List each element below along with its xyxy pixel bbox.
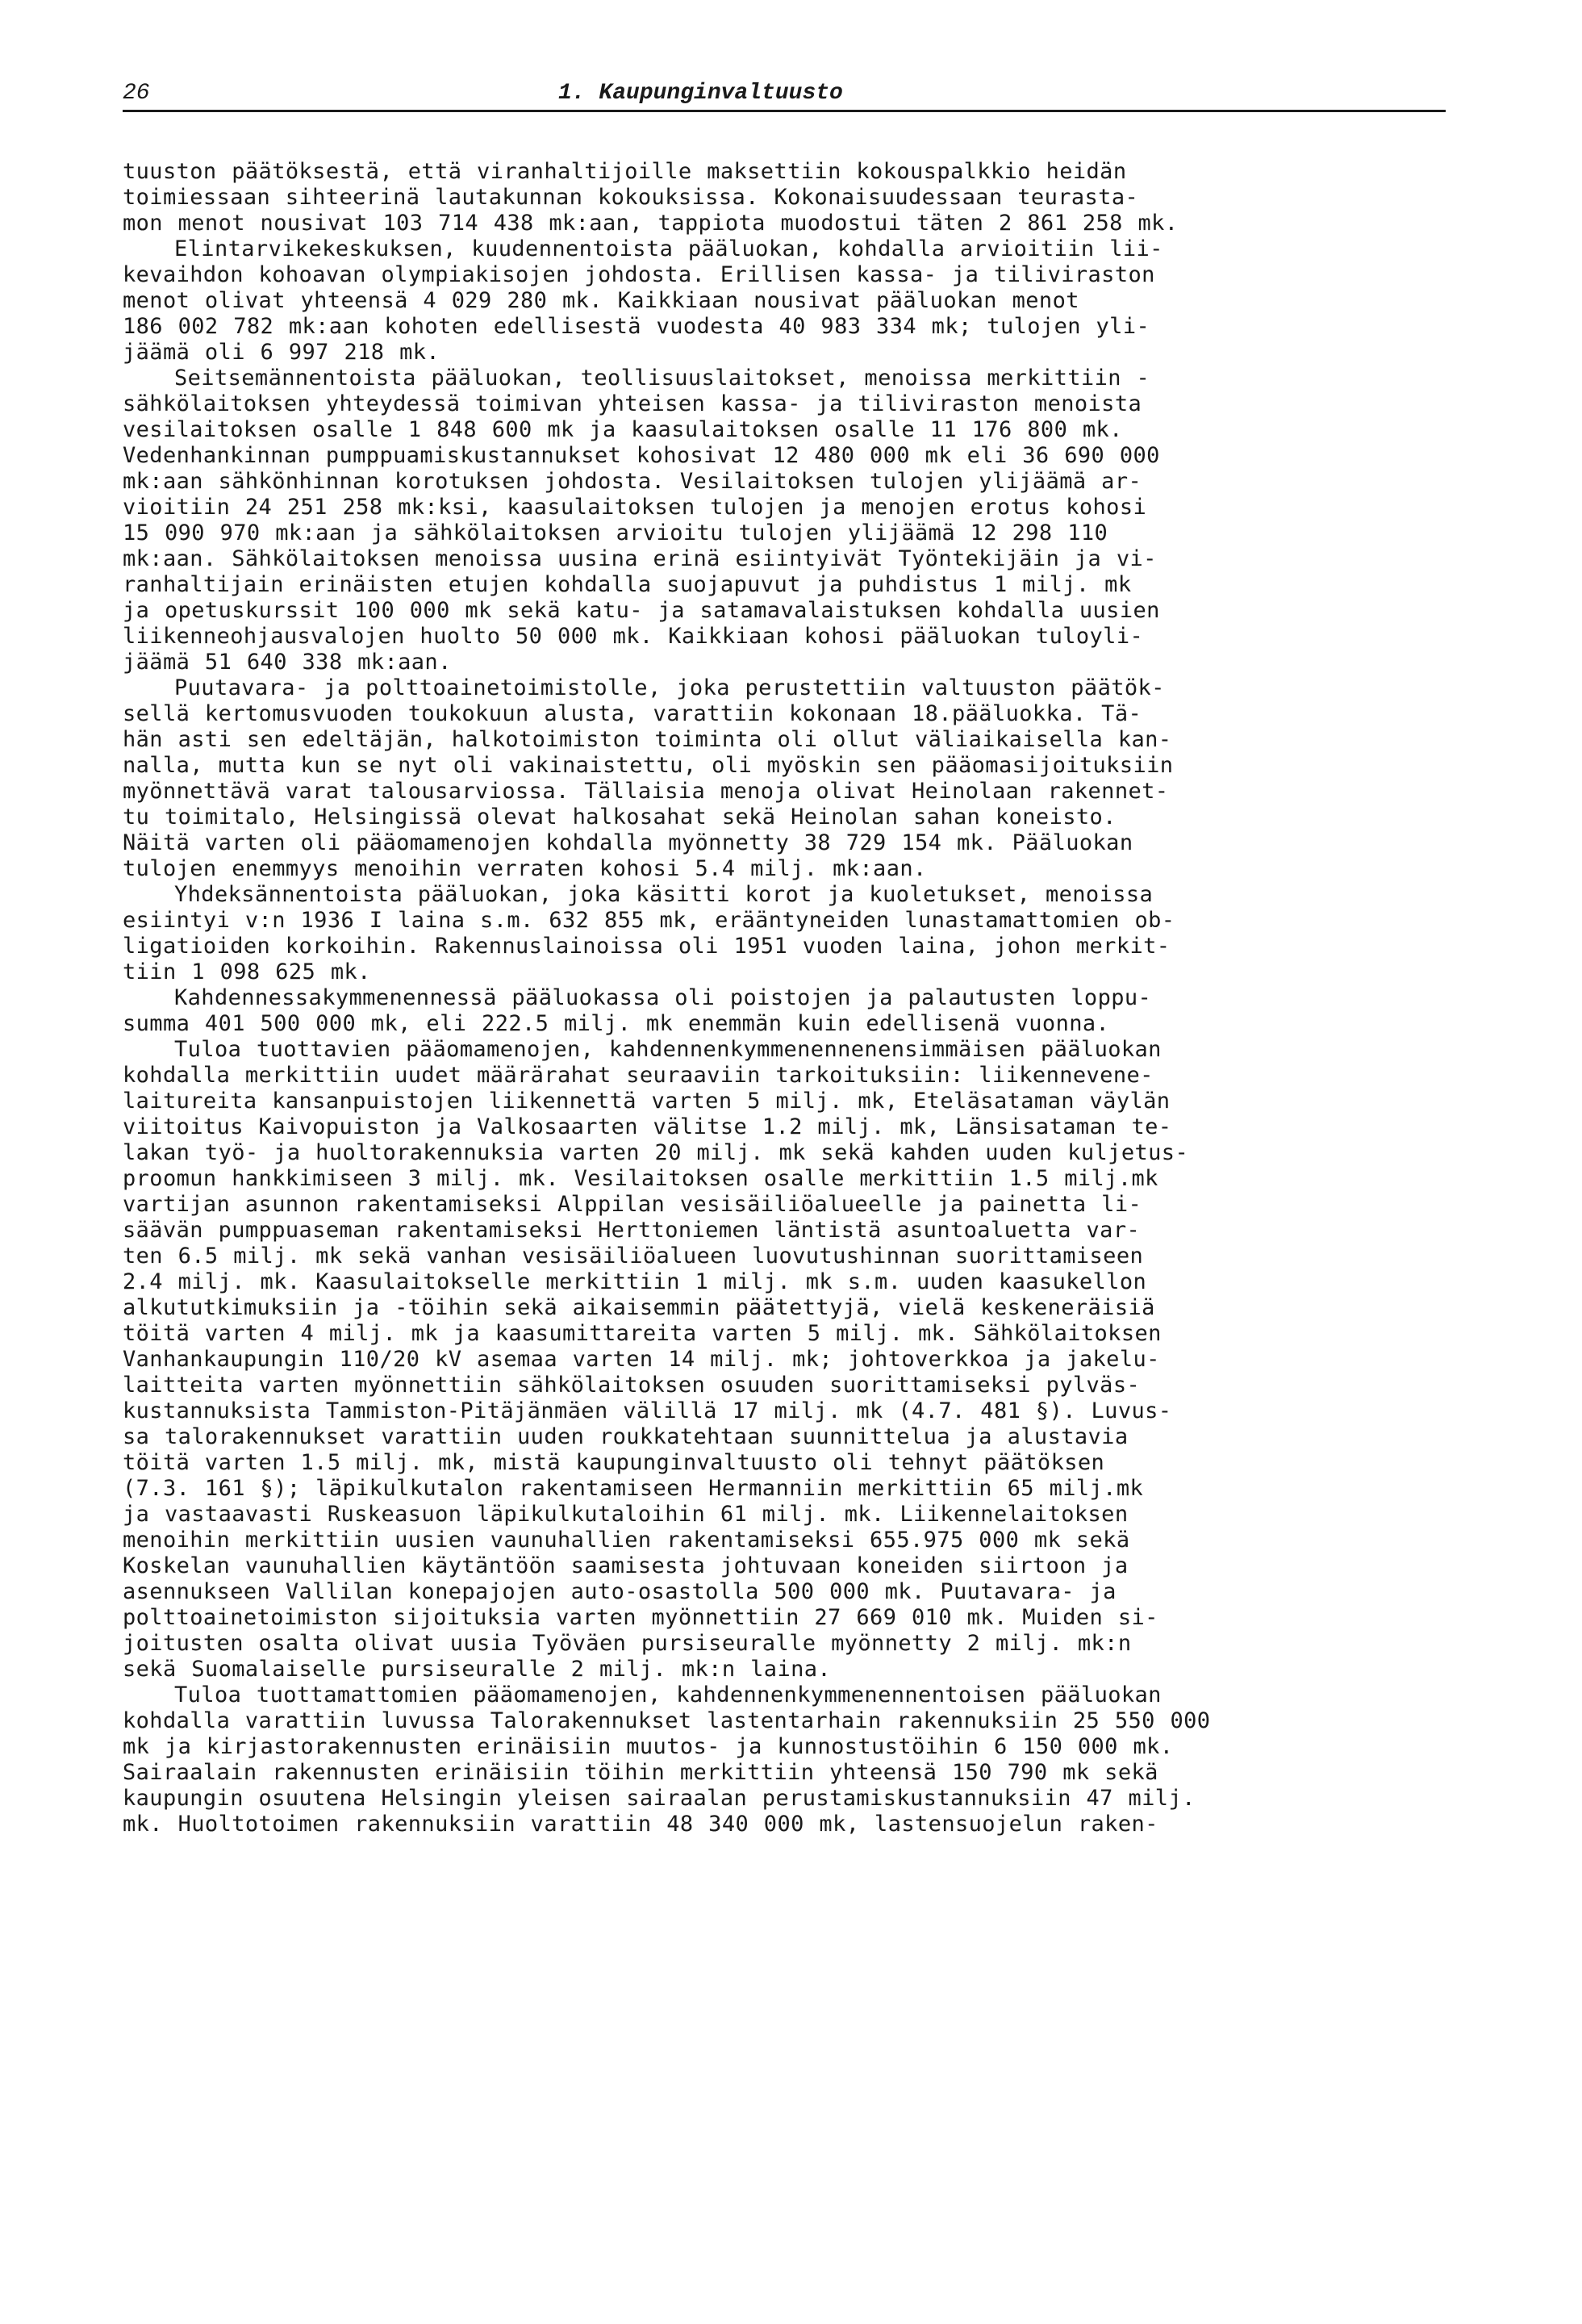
page-header bbox=[123, 77, 1446, 112]
text-line: Elintarvikekeskuksen, kuudennentoista pääluokan, kohdalla arvioitiin lii- bbox=[174, 236, 1163, 261]
text-line: tiin 1 098 625 mk. bbox=[123, 959, 371, 984]
text-line: 2.4 milj. mk. Kaasulaitokselle merkittiin 1 milj. mk s.m. uuden kaasukellon bbox=[123, 1269, 1147, 1294]
text-line: Yhdeksännentoista pääluokan, joka käsitti korot ja kuoletukset, menoissa bbox=[174, 882, 1154, 907]
text-line: Tuloa tuottavien pääomamenojen, kahdennenkymmenennenensimmäisen pääluokan bbox=[174, 1037, 1162, 1062]
text-line: Sairaalain rakennusten erinäisiin töihin merkittiin yhteensä 150 790 mk sekä bbox=[123, 1760, 1158, 1785]
text-line: liikenneohjausvalojen huolto 50 000 mk. Kaikkiaan kohosi pääluokan tuloyli- bbox=[123, 624, 1144, 649]
document-page bbox=[123, 77, 1446, 1837]
text-line: alkututkimuksiin ja -töihin sekä aikaisemmin päätettyjä, vielä keskeneräisiä bbox=[123, 1295, 1155, 1320]
text-line: myönnettävä varat talousarviossa. Tällaisia menoja olivat Heinolaan rakennet- bbox=[123, 779, 1169, 804]
text-line: tuuston päätöksestä, että viranhaltijoille maksettiin kokouspalkkio heidän bbox=[123, 159, 1127, 184]
text-line: sellä kertomusvuoden toukokuun alusta, varattiin kokonaan 18.pääluokka. Tä- bbox=[123, 701, 1142, 726]
text-line: lakan työ- ja huoltorakennuksia varten 20 milj. mk sekä kahden uuden kuljetus- bbox=[123, 1140, 1189, 1165]
text-line: ligatioiden korkoihin. Rakennuslainoissa oli 1951 vuoden laina, johon merkit- bbox=[123, 934, 1171, 959]
text-line: kohdalla merkittiin uudet määrärahat seuraaviin tarkoituksiin: liikennevene- bbox=[123, 1063, 1154, 1088]
text-line: esiintyi v:n 1936 I laina s.m. 632 855 mk, erääntyneiden lunastamattomien ob- bbox=[123, 908, 1175, 933]
text-line: mk ja kirjastorakennusten erinäisiin muutos- ja kunnostustöihin 6 150 000 mk. bbox=[123, 1734, 1174, 1759]
text-line: laitteita varten myönnettiin sähkölaitoksen osuuden suorittamiseksi pylväs- bbox=[123, 1373, 1141, 1398]
text-line: töitä varten 4 milj. mk ja kaasumittareita varten 5 milj. mk. Sähkölaitoksen bbox=[123, 1321, 1162, 1346]
text-line: proomun hankkimiseen 3 milj. mk. Vesilaitoksen osalle merkittiin 1.5 milj.mk bbox=[123, 1166, 1158, 1191]
text-line: ten 6.5 milj. mk sekä vanhan vesisäiliöalueen luovutushinnan suorittamiseen bbox=[123, 1244, 1144, 1269]
text-line: menot olivat yhteensä 4 029 280 mk. Kaikkiaan nousivat pääluokan menot bbox=[123, 288, 1079, 313]
text-line: viitoitus Kaivopuiston ja Valkosaarten välitse 1.2 milj. mk, Länsisataman te- bbox=[123, 1114, 1172, 1139]
text-line: ja vastaavasti Ruskeasuon läpikulkutaloihin 61 milj. mk. Liikennelaitoksen bbox=[123, 1502, 1129, 1527]
text-line: joitusten osalta olivat uusia Työväen pursiseuralle myönnetty 2 milj. mk:n bbox=[123, 1631, 1132, 1656]
text-line: menoihin merkittiin uusien vaunuhallien rakentamiseksi 655.975 000 mk sekä bbox=[123, 1528, 1130, 1553]
text-line: toimiessaan sihteerinä lautakunnan kokouksissa. Kokonaisuudessaan teurasta- bbox=[123, 185, 1139, 210]
text-line: Puutavara- ja polttoainetoimistolle, joka perustettiin valtuuston päätök- bbox=[174, 675, 1165, 700]
running-title: 1. Kaupunginvaltuusto bbox=[558, 81, 843, 106]
text-line: kustannuksista Tammiston-Pitäjänmäen välillä 17 milj. mk (4.7. 481 §). Luvus- bbox=[123, 1398, 1172, 1423]
text-line: (7.3. 161 §); läpikulkutalon rakentamiseen Hermanniin merkittiin 65 milj.mk bbox=[123, 1476, 1144, 1501]
text-line: ja opetuskurssit 100 000 mk sekä katu- ja satamavalaistuksen kohdalla uusien bbox=[123, 598, 1160, 623]
text-line: tu toimitalo, Helsingissä olevat halkosahat sekä Heinolan sahan koneisto. bbox=[123, 805, 1117, 830]
text-line: vioitiin 24 251 258 mk:ksi, kaasulaitoksen tulojen ja menojen erotus kohosi bbox=[123, 495, 1147, 520]
text-line: Tuloa tuottamattomien pääomamenojen, kahdennenkymmenennentoisen pääluokan bbox=[174, 1682, 1162, 1707]
page-number: 26 bbox=[123, 81, 150, 106]
text-line: vartijan asunnon rakentamiseksi Alppilan vesisäiliöalueelle ja painetta li- bbox=[123, 1192, 1142, 1217]
text-line: kevaihdon kohoavan olympiakisojen johdosta. Erillisen kassa- ja tiliviraston bbox=[123, 262, 1155, 287]
text-line: sekä Suomalaiselle pursiseuralle 2 milj. mk:n laina. bbox=[123, 1657, 832, 1682]
text-line: mon menot nousivat 103 714 438 mk:aan, tappiota muodostui täten 2 861 258 mk. bbox=[123, 211, 1179, 236]
text-line: polttoainetoimiston sijoituksia varten myönnettiin 27 669 010 mk. Muiden si- bbox=[123, 1605, 1158, 1630]
text-line: Koskelan vaunuhallien käytäntöön saamisesta johtuvaan koneiden siirtoon ja bbox=[123, 1553, 1129, 1578]
text-line: mk:aan sähkönhinnan korotuksen johdosta. Vesilaitoksen tulojen ylijäämä ar- bbox=[123, 469, 1142, 494]
text-line: nalla, mutta kun se nyt oli vakinaistettu, oli myöskin sen pääomasijoituksiin bbox=[123, 753, 1174, 778]
text-line: ranhaltijain erinäisten etujen kohdalla suojapuvut ja puhdistus 1 milj. mk bbox=[123, 572, 1132, 597]
text-line: vesilaitoksen osalle 1 848 600 mk ja kaasulaitoksen osalle 11 176 800 mk. bbox=[123, 417, 1123, 442]
text-line: summa 401 500 000 mk, eli 222.5 milj. mk enemmän kuin edellisenä vuonna. bbox=[123, 1011, 1110, 1036]
text-line: jäämä oli 6 997 218 mk. bbox=[123, 340, 440, 365]
text-line: sähkölaitoksen yhteydessä toimivan yhteisen kassa- ja tiliviraston menoista bbox=[123, 391, 1142, 416]
text-line: 15 090 970 mk:aan ja sähkölaitoksen arvioitu tulojen ylijäämä 12 298 110 bbox=[123, 520, 1108, 545]
text-line: Vanhankaupungin 110/20 kV asemaa varten 14 milj. mk; johtoverkkoa ja jakelu- bbox=[123, 1347, 1160, 1372]
text-line: hän asti sen edeltäjän, halkotoimiston toiminta oli ollut väliaikaisella kan- bbox=[123, 727, 1172, 752]
text-line: sa talorakennukset varattiin uuden roukkatehtaan suunnittelua ja alustavia bbox=[123, 1424, 1129, 1449]
text-line: kaupungin osuutena Helsingin yleisen sairaalan perustamiskustannuksiin 47 milj. bbox=[123, 1786, 1196, 1811]
text-line: säävän pumppuaseman rakentamiseksi Herttoniemen läntistä asuntoaluetta var- bbox=[123, 1218, 1141, 1243]
body-text bbox=[123, 159, 1446, 1837]
text-line: 186 002 782 mk:aan kohoten edellisestä vuodesta 40 983 334 mk; tulojen yli- bbox=[123, 314, 1150, 339]
text-line: Seitsemännentoista pääluokan, teollisuuslaitokset, menoissa merkittiin - bbox=[174, 366, 1150, 391]
text-line: kohdalla varattiin luvussa Talorakennukset lastentarhain rakennuksiin 25 550 000 bbox=[123, 1708, 1211, 1733]
text-line: Vedenhankinnan pumppuamiskustannukset kohosivat 12 480 000 mk eli 36 690 000 bbox=[123, 443, 1160, 468]
text-line: laitureita kansanpuistojen liikennettä varten 5 milj. mk, Eteläsataman väylän bbox=[123, 1089, 1171, 1114]
text-line: Kahdennessakymmenennessä pääluokassa oli poistojen ja palautusten loppu- bbox=[174, 985, 1152, 1010]
text-line: asennukseen Vallilan konepajojen auto-osastolla 500 000 mk. Puutavara- ja bbox=[123, 1579, 1117, 1604]
text-line: Näitä varten oli pääomamenojen kohdalla myönnetty 38 729 154 mk. Pääluokan bbox=[123, 830, 1133, 855]
text-line: mk. Huoltotoimen rakennuksiin varattiin 48 340 000 mk, lastensuojelun raken- bbox=[123, 1812, 1158, 1837]
text-line: jäämä 51 640 338 mk:aan. bbox=[123, 650, 452, 675]
text-line: töitä varten 1.5 milj. mk, mistä kaupunginvaltuusto oli tehnyt päätöksen bbox=[123, 1450, 1105, 1475]
text-line: mk:aan. Sähkölaitoksen menoissa uusina erinä esiintyivät Työntekijäin ja vi- bbox=[123, 546, 1157, 571]
text-line: tulojen enemmyys menoihin verraten kohosi 5.4 milj. mk:aan. bbox=[123, 856, 927, 881]
